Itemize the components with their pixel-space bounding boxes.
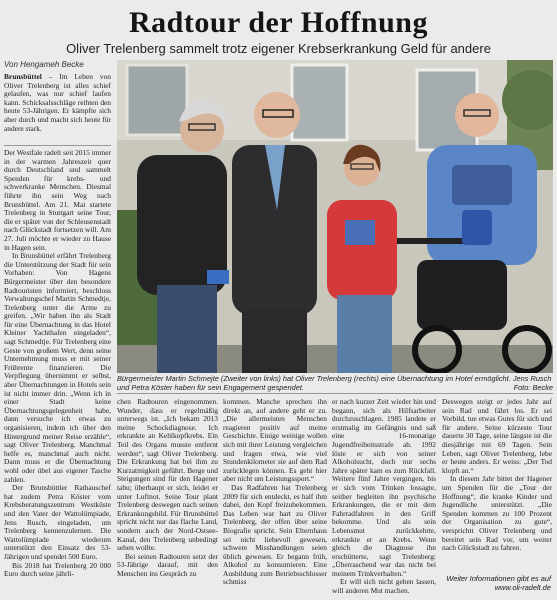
photo-credit: Foto: Becke: [513, 383, 553, 392]
paragraph: Der Westfale radelt seit 2015 immer in der warmen Jahreszeit quer durch Deutschland und sammelt Spenden für krebs- und schwerkranke Menschen. Diesmal führte ihn sein Weg nach Brunsbüttel. Am 21. Mai startete Trelenberg in Stuttgart seine Tour, die er später von der Schleusenstadt nach Glückstadt fortsetzen will. Am 27. Juli möchte er wieder zu Hause in Hagen sein.: [4, 149, 111, 252]
paragraph: chen Radtouren eingenommen. Wunder, dass er regelmäßig unterwegs ist. „Ich bekam 2013 meine Schockdiagnose. Ich erkrankte an Kehlkopfkrebs. Ein Teil des Organs musste entfernt werden“, sagt Oliver Trelenberg. Die Erkrankung hat bei ihm zu Kurzatmigkeit geführt. Berge und Steigungen sind für den Hagener tabu; überhaupt er sich, leidet er unter Luftnot. Seine Tour plant Trelenberg deswegen nach seinen Erkrankungsbild. Für Brunsbüttel spricht nicht nur das flache Land, sondern auch der Nord-Ostsee-Kanal, den Trelenberg unbedingt sehen wollte.: [117, 398, 218, 553]
paragraph: Das Radfahren hat Trelenberg 2009 für sich entdeckt, es half ihm dabei, den Kopf freizubekommen. Das Leben war hart zu Oliver Trelenberg, der offen über seine Biografie spricht. Sein Elternhaus sei nicht liebevoll gewesen, schwere Misshandlungen seien üblich gewesen. Er begann früh, Alkohol zu konsumieren. Eine Ausbildung zum Betriebsschlosser schmiss: [223, 482, 327, 587]
photo-caption: Bürgermeister Martin Schmejte (Zweiter von links) hat Oliver Trelenberg (rechts) eine Übernachtung im Hotel ermöglicht. Jens Rusch und Petra Köster haben für sein Engagement gespendet.: [117, 374, 552, 392]
headline: Radtour der Hoffnung: [129, 6, 428, 39]
paragraph: Bis 2018 hat Trelenberg 20 000 Euro durch seine jährli-: [4, 560, 111, 579]
paragraph: In Brunsbüttel erfährt Trelenberg die Unterstützung der Stadt für sein Vorhaben: Von Hagens Bürgermeister über den besondere Radtouristen informiert, beschloss Verwaltungschef Martin Schmedtje, Trelenberg unter die Arme zu greifen. „Wir haben ihn als Stadt für eine Übernachtung in das Hotel Kleiner Yachthafen eingeladen“, sagt Schmedtje. Für Trelenberg eine Geste von großem Wert, denn seine Unternehmung muss er mit seiner Frührente finanzieren. Die Verpflegung übernimmt er selbst, aber Übernachtungen in Hotels sein ist nicht immer drin. „Wenn ich in einer Stadt keine Übernachtungsgelegenheit habe, dann versuche ich etwas zu organisieren, indem ich über den Hintergrund meiner Reise erzähle“, sagt Oliver Trelenberg. Manchmal helfe es, manchmal auch nicht. Dann muss er die Übernachtung wohl oder übel aus eigener Tasche zahlen.: [4, 251, 111, 484]
article-column-3: [223, 398, 327, 598]
photo-caption-box: [117, 374, 553, 392]
subheadline: Oliver Trelenberg sammelt trotz eigener Krebserkrankung Geld für andere: [66, 41, 491, 56]
paragraph: In diesem Jahr bittet der Hagener um Spenden für die „Tour der Hoffnung“, die kranke Kinder und Jugendliche unterstützt. „Die Spenden kommen zu 100 Prozent der Organisation zu gute“, versprichtt Oliver Trelenberg und bereitet sein Rad vor, um weiter nach Glückstadt zu fahren.: [442, 474, 552, 553]
paragraph: Bei seinen Radtouren setzt der 53-Jährige darauf, mit den Menschen ins Gespräch zu: [117, 551, 218, 578]
article-column-4: [332, 398, 436, 598]
lead-place: Brunsbüttel: [4, 73, 42, 81]
lead-divider: [4, 145, 111, 146]
paragraph: Der Brunsbüttler Rathauschef hat zudem Petra Köster vom Krebsberatungszentrum Westküste und den Vater der Wattolümpiade, Jens Rusch, eingeladen, um Trelenberg kennenzulernen. Die Wattolümpiade wiederum unterstützt den Einsatz des 53-Jährigen und spendet 500 Euro.: [4, 483, 111, 561]
paragraph: er nach kurzer Zeit wieder hin und begann, sich als Hilfsarbeiter durchzuschlagen. 1985 landete er erstmalig im Gefängnis und saß eine 16-monatige Jugendfreiheitsstrafe ab. 1992 löste er sich von seiner Alkoholsucht, doch nur sechs Jahre später kam es zum Rückfall. Weitere fünf Jahre vergingen, bis er sich vom Trinken lossagte, seither begleiten ihn psychische Erkrankungen, die er mit dem Fahrradfahren in den Griff bekomme. Und als sein Lebensmut zurückkehrte, erkrankte er an Krebs. Wenn gleich die Diagnose ihn erschütterte, sagt Trelenberg: „Überraschend war das nicht bei meinem Trinkverhalten.“: [332, 398, 436, 578]
paragraph: Er will sich nicht gehen lassen, will anderen Mut machen.: [332, 577, 436, 596]
caption-divider: [117, 393, 553, 394]
photo-illustration: [117, 60, 553, 373]
byline: Von Hengameh Becke: [4, 60, 84, 69]
article-photo: [117, 60, 553, 373]
paragraph: kommen. Manche sprechen ihn direkt an, auf andere geht er zu. „Die allermeisten Menschen reagieren positiv auf meine Geschichte. Einige weinige wollen sich mit ihrer Leistung vergleichen und fragen etwa, wie viel Stundenkilometer sie auf dem Rad zurücklegen können. Es geht hier aber nicht um Leistungssport.“: [223, 398, 327, 484]
paragraph: Deswegen steigt er jedes Jahr auf sein Rad und fährt los. Er sei Vorbild, tue etwas Gutes für sich und für andere. Seine kürzeste Tour dauerte 30 Tage, seine längste ist die diesjährige mit 69 Tagen. Sein Leben, sagt Oliver Trelenberg, lebe er heute anders. Er weiss: „Der Tod klopft an.“: [442, 398, 552, 475]
article-column-5: [442, 398, 552, 572]
lead-paragraph: [4, 73, 111, 143]
article-column-1: [4, 149, 111, 599]
article-column-2: [117, 398, 218, 598]
footer-info: Weiter Informationen gibt es auf www.oli-radelt.de: [446, 574, 551, 592]
lead-text: – Im Leben von Oliver Trelenberg ist alles schief gelaufen, was nur schief laufen kann. Schicksalsschläge reihten den heute 53-Jährigen. Er kämpfte sich aber durch und macht sich heute für andere stark.: [4, 73, 111, 133]
